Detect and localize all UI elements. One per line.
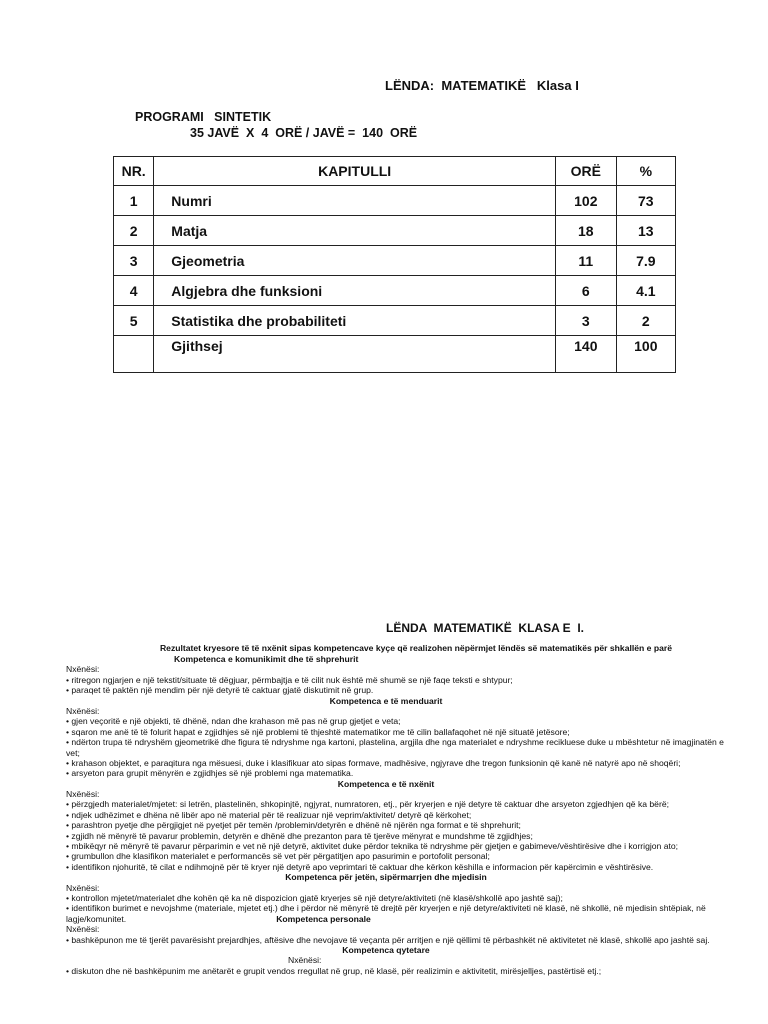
- list-item-text: • arsyeton para grupit mënyrën e zgjidhjes së një problemi nga matematika.: [66, 768, 354, 779]
- header-nr: NR.: [114, 157, 154, 186]
- list-item: [66, 841, 706, 851]
- list-item-text: Nxënësi:: [66, 924, 100, 935]
- competence-heading: [66, 779, 706, 789]
- subject-title: LËNDA: MATEMATIKË Klasa I: [385, 78, 579, 93]
- list-item-text: • ndjek udhëzimet e dhëna në libër apo në material për të realizuar një veprim/aktivitet/ detyrë që kërkohet;: [66, 809, 472, 820]
- list-item-text: Nxënësi:: [66, 882, 100, 893]
- total-percent: 100: [616, 336, 675, 373]
- list-item-text: • zgjidh në mënyrë të pavarur problemin, detyrën e dhënë dhe prezanton para të tjerëve mënyrat e mundshme të zgjidhjes;: [66, 830, 533, 841]
- list-item-text: • sqaron me anë të të folurit hapat e zgjidhjes së një problemi të thjeshtë matematikor me të cilin ballafaqohet në një situatë jetësore;: [66, 726, 570, 737]
- competence-heading-text: Kompetenca qytetare: [342, 944, 430, 955]
- list-item: [66, 799, 706, 809]
- row-hours: 11: [556, 246, 617, 276]
- list-item-text: Nxënësi:: [66, 664, 100, 675]
- table-header-row: [114, 157, 676, 186]
- list-item: [66, 934, 710, 945]
- list-item: [66, 820, 706, 830]
- list-item-text: • grumbullon dhe klasifikon materialet e performancës së vet për përgatitjen apo pasurimin e portofolit personal;: [66, 851, 490, 862]
- list-item-text: lagje/komunitet.: [66, 913, 127, 924]
- list-item: [66, 955, 706, 965]
- list-item: [66, 851, 706, 861]
- list-item: [66, 903, 706, 913]
- row-nr: 1: [114, 186, 154, 216]
- header-hours: ORË: [556, 157, 617, 186]
- section-intro: Rezultatet kryesore të të nxënit sipas kompetencave kyçe që realizohen nëpërmjet lëndës së matematikës për shkallën e parë: [159, 643, 673, 653]
- list-item-text: • diskuton dhe në bashkëpunim me anëtarët e grupit vendos rregullat në grup, në klasë, për realizimin e aktivitetit, mirësjelljes, pastërtisë etj.;: [66, 965, 602, 976]
- row-nr: 3: [114, 246, 154, 276]
- header-percent: %: [616, 157, 675, 186]
- header-chapter: KAPITULLI: [154, 157, 556, 186]
- table-row: [114, 246, 676, 276]
- list-item-text: Nxënësi:: [66, 705, 100, 716]
- list-item: [66, 893, 706, 903]
- list-item-text: • identifikon burimet e nevojshme (materiale, mjetet etj.) dhe i përdor në mënyrë të drejtë për kryerjen e një detyre/aktiviteti në klasë, në shkollë, në mjedisin shtëpiak, në: [66, 903, 706, 914]
- table-row: [114, 276, 676, 306]
- list-item: [66, 914, 706, 924]
- weeks-formula: 35 JAVË X 4 ORË / JAVË = 140 ORË: [190, 126, 418, 140]
- row-percent: 7.9: [616, 246, 675, 276]
- row-percent: 4.1: [616, 276, 675, 306]
- list-item: [66, 789, 706, 799]
- competence-heading: [66, 945, 706, 955]
- list-item: [66, 675, 706, 685]
- row-chapter: Statistika dhe probabiliteti: [154, 306, 556, 336]
- competence-heading-text: Kompetenca e të nxënit: [337, 778, 435, 789]
- list-item-text: • ritregon ngjarjen e një tekstit/situate të dëgjuar, përmbajtja e të cilit nuk është më shumë se një faqe teksti e shtypur;: [66, 674, 513, 685]
- list-item-text: • mbikëqyr në mënyrë të pavarur përparimin e vet në një detyrë, aktivitet duke përdor teknika të ndryshme për gjetjen e gabimeve/vështirësive dhe i korrigjon ato;: [66, 841, 679, 852]
- list-item: [66, 706, 706, 716]
- row-nr: 2: [114, 216, 154, 246]
- section-title: LËNDA MATEMATIKË KLASA E I.: [386, 621, 584, 635]
- list-item: [66, 758, 706, 768]
- list-item: [66, 831, 706, 841]
- list-item: [66, 748, 706, 758]
- competence-heading: [66, 654, 706, 664]
- list-item: [66, 716, 706, 726]
- list-item-text: • gjen veçoritë e një objekti, të dhënë, ndan dhe krahason më pas në grup gjetjet e veta;: [66, 716, 401, 727]
- list-item: [66, 768, 706, 778]
- row-chapter: Algjebra dhe funksioni: [154, 276, 556, 306]
- list-item: [66, 664, 706, 674]
- row-hours: 102: [556, 186, 617, 216]
- table-row: [114, 306, 676, 336]
- list-item: [66, 685, 706, 695]
- list-item: [66, 924, 706, 934]
- total-label: Gjithsej: [154, 336, 556, 373]
- list-item-text: Nxënësi:: [288, 955, 322, 966]
- list-item-text: • krahason objektet, e paraqitura nga mësuesi, duke i klasifikuar ato sipas formave, madhësive, ngjyrave dhe tregon funksionin që kanë në natyrë apo në shoqëri;: [66, 757, 681, 768]
- list-item-text: • paraqet të paktën një mendim për një detyrë të caktuar gjatë diskutimit në grup.: [66, 685, 374, 696]
- table-row: [114, 216, 676, 246]
- row-chapter: Gjeometria: [154, 246, 556, 276]
- total-nr: [114, 336, 154, 373]
- competence-heading-text: Kompetenca e të menduarit: [329, 695, 443, 706]
- list-item-text: • përzgjedh materialet/mjetet: si letrën, plastelinën, shkopinjtë, ngjyrat, numratoren, etj., për kryerjen e një detyre të caktuar dhe arsyeton zgjedhjen që ka bërë;: [66, 799, 669, 810]
- row-hours: 6: [556, 276, 617, 306]
- list-item: [66, 737, 724, 748]
- chapters-table: [113, 156, 676, 373]
- list-item-text: • parashtron pyetje dhe përgjigjet në pyetjet për temën /problemin/detyrën e dhënë në njërën nga format e të shprehurit;: [66, 820, 521, 831]
- table-total-row: [114, 336, 676, 373]
- competence-heading-text: Kompetenca personale: [276, 913, 371, 924]
- program-title: PROGRAMI SINTETIK: [135, 110, 272, 124]
- competence-heading: [66, 872, 706, 882]
- row-hours: 18: [556, 216, 617, 246]
- list-item: [66, 727, 706, 737]
- row-percent: 2: [616, 306, 675, 336]
- list-item: [66, 883, 706, 893]
- list-item-text: vet;: [66, 747, 80, 758]
- row-nr: 5: [114, 306, 154, 336]
- competence-heading-text: Kompetenca e komunikimit dhe të shprehurit: [174, 654, 359, 664]
- competence-list: [66, 654, 724, 976]
- row-percent: 73: [616, 186, 675, 216]
- row-nr: 4: [114, 276, 154, 306]
- list-item-text: • identifikon njohuritë, të cilat e ndihmojnë për të kryer një detyrë apo veprimtari të caktuar dhe kërkon këshilla e informacion për kapërcimin e vështirësive.: [66, 861, 654, 872]
- table-row: [114, 186, 676, 216]
- competence-heading: [66, 696, 706, 706]
- list-item-text: • kontrollon mjetet/materialet dhe kohën që ka në dispozicion gjatë kryerjes së një detyre/aktiviteti (në klasë/shkollë apo jashtë saj);: [66, 892, 563, 903]
- list-item-text: • bashkëpunon me të tjerët pavarësisht prejardhjes, aftësive dhe nevojave të veçanta për arritjen e një qëllimi të përbashkët në aktivitetet në klasë, shkollë apo jashtë saj.: [66, 934, 710, 945]
- list-item-text: Nxënësi:: [66, 789, 100, 800]
- row-chapter: Matja: [154, 216, 556, 246]
- list-item: [66, 966, 706, 976]
- list-item-text: • ndërton trupa të ndryshëm gjeometrikë dhe figura të ndryshme nga kartoni, plastelina, argjila dhe nga materialet e ndryshme recikluese duke u mbështetur në imagjinatën e: [66, 737, 724, 748]
- row-chapter: Numri: [154, 186, 556, 216]
- row-hours: 3: [556, 306, 617, 336]
- competence-heading-text: Kompetenca për jetën, sipërmarrjen dhe mjedisin: [285, 872, 487, 883]
- list-item: [66, 810, 706, 820]
- row-percent: 13: [616, 216, 675, 246]
- total-hours: 140: [556, 336, 617, 373]
- list-item: [66, 862, 706, 872]
